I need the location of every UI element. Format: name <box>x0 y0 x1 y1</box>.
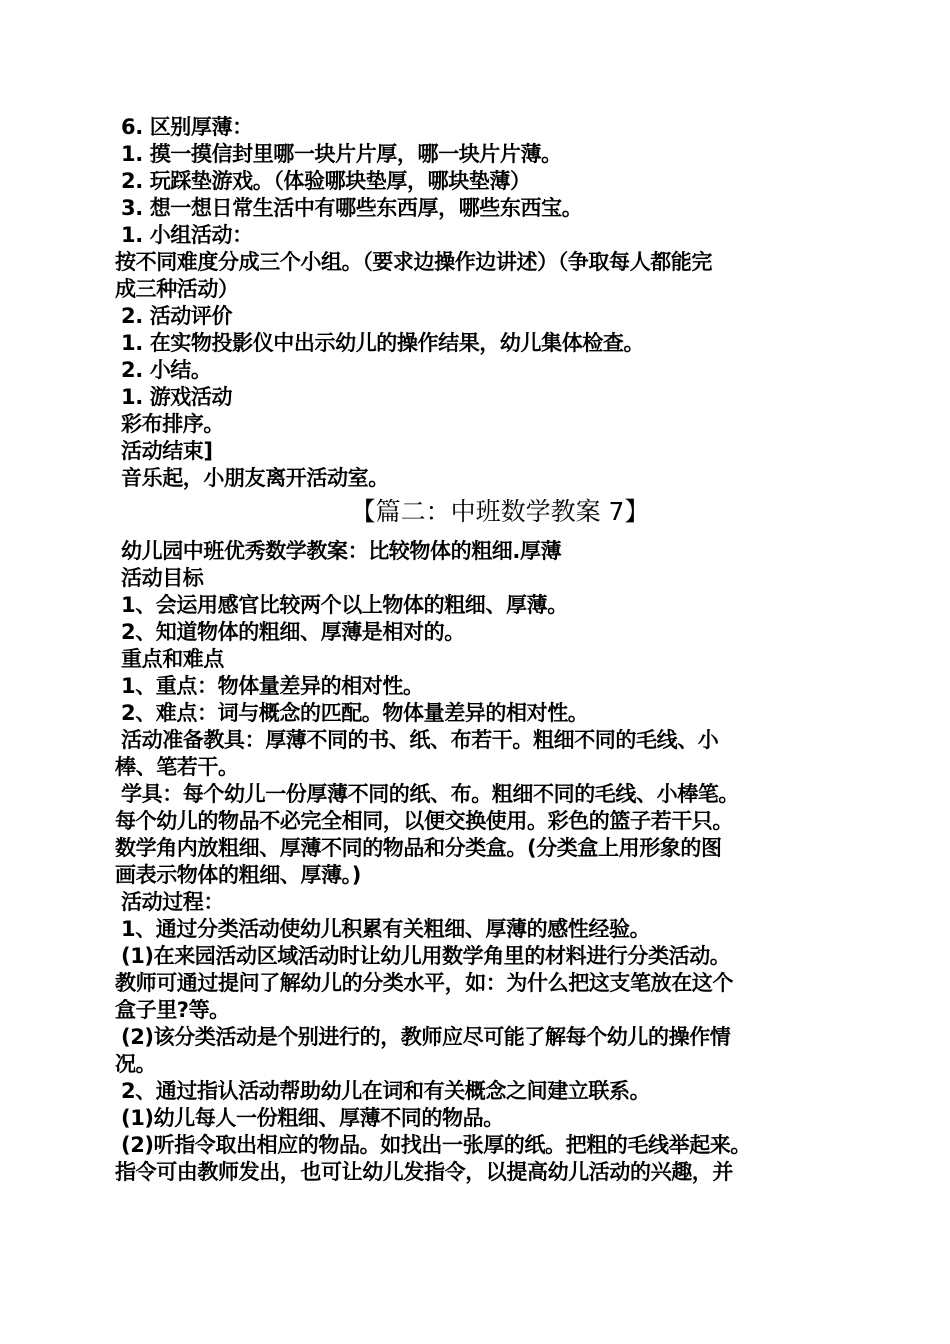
text-line: 学具：每个幼儿一份厚薄不同的纸、布。粗细不同的毛线、小棒笔。 <box>121 782 739 806</box>
text-line: 活动准备教具：厚薄不同的书、纸、布若干。粗细不同的毛线、小 <box>121 728 719 752</box>
text-line: 彩布排序。 <box>121 412 224 436</box>
text-line: 成三种活动） <box>115 277 239 301</box>
text-line: 活动结束] <box>121 439 213 463</box>
text-line: 1、会运用感官比较两个以上物体的粗细、厚薄。 <box>121 593 568 617</box>
text-line: 2. 小结。 <box>121 358 212 382</box>
text-line: 1、重点：物体量差异的相对性。 <box>121 674 424 698</box>
text-line: 数学角内放粗细、厚薄不同的物品和分类盒。(分类盒上用形象的图 <box>115 836 722 860</box>
text-line: 1. 摸一摸信封里哪一块片片厚，哪一块片片薄。 <box>121 142 562 166</box>
text-line: 2、通过指认活动帮助幼儿在词和有关概念之间建立联系。 <box>121 1079 651 1103</box>
text-line: 活动目标 <box>121 566 204 590</box>
text-line: 2、难点：词与概念的匹配。物体量差异的相对性。 <box>121 701 589 725</box>
text-line: 6. 区别厚薄： <box>121 115 253 139</box>
text-line: 指令可由教师发出，也可让幼儿发指令，以提高幼儿活动的兴趣，并 <box>115 1160 733 1184</box>
text-line: (2)该分类活动是个别进行的，教师应尽可能了解每个幼儿的操作情 <box>121 1025 731 1049</box>
text-line: 按不同难度分成三个小组。（要求边操作边讲述）（争取每人都能完 <box>115 250 712 274</box>
text-line: 幼儿园中班优秀数学教案：比较物体的粗细.厚薄 <box>121 539 562 563</box>
text-line: 2. 玩踩垫游戏。（体验哪块垫厚，哪块垫薄） <box>121 169 531 193</box>
text-line: 2. 活动评价 <box>121 304 233 328</box>
text-line: (1)在来园活动区域活动时让幼儿用数学角里的材料进行分类活动。 <box>121 944 731 968</box>
section-heading: 【篇二：中班数学教案 7】 <box>350 497 650 526</box>
text-line: 活动过程： <box>121 890 224 914</box>
text-line: 棒、笔若干。 <box>115 755 239 779</box>
document-body <box>115 114 845 1186</box>
text-line: (2)听指令取出相应的物品。如找出一张厚的纸。把粗的毛线举起来。 <box>121 1133 752 1157</box>
text-line: 1. 小组活动： <box>121 223 253 247</box>
text-line: 况。 <box>115 1052 157 1076</box>
text-line: 重点和难点 <box>121 647 224 671</box>
text-line: 2、知道物体的粗细、厚薄是相对的。 <box>121 620 465 644</box>
text-line: (1)幼儿每人一份粗细、厚薄不同的物品。 <box>121 1106 504 1130</box>
text-line: 盒子里?等。 <box>115 998 230 1022</box>
text-line: 1、通过分类活动使幼儿积累有关粗细、厚薄的感性经验。 <box>121 917 651 941</box>
text-line: 画表示物体的粗细、厚薄。) <box>115 863 361 887</box>
text-line: 1. 在实物投影仪中出示幼儿的操作结果，幼儿集体检查。 <box>121 331 645 355</box>
text-line: 1. 游戏活动 <box>121 385 233 409</box>
text-line: 3. 想一想日常生活中有哪些东西厚，哪些东西宝。 <box>121 196 583 220</box>
text-line: 每个幼儿的物品不必完全相同，以便交换使用。彩色的篮子若干只。 <box>115 809 733 833</box>
text-line: 音乐起，小朋友离开活动室。 <box>121 466 389 490</box>
text-line: 教师可通过提问了解幼儿的分类水平，如：为什么把这支笔放在这个 <box>115 971 733 995</box>
